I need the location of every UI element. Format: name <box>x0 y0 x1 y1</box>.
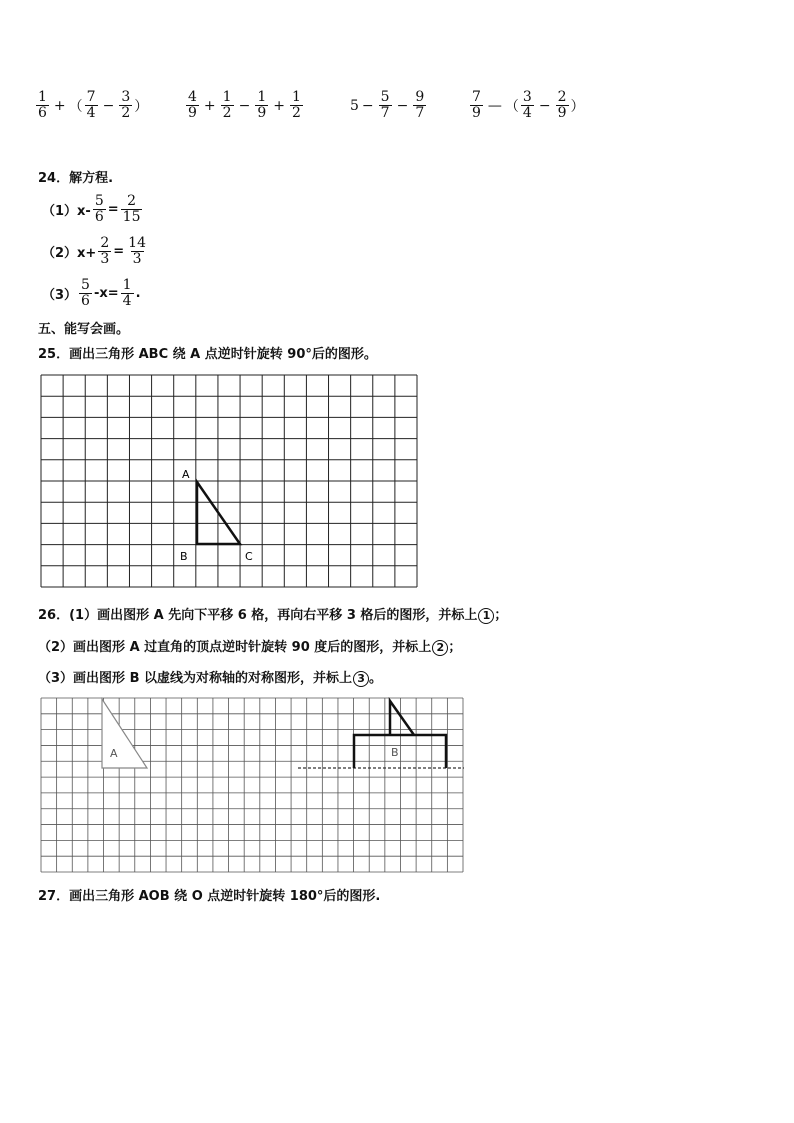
question-26-part-3: （3）画出图形 B 以虚线为对称轴的对称图形，并标上 3 。 <box>38 671 383 686</box>
fraction: $\frac{5}{6}$ <box>94 193 104 225</box>
fraction: $\frac{7}{9}$ <box>472 89 481 121</box>
triangle-abc <box>197 482 240 544</box>
figure-a-triangle <box>102 699 147 768</box>
question-27-title: 27．画出三角形 AOB 绕 O 点逆时针旋转 180°后的图形. <box>38 889 381 904</box>
grid-lines <box>41 375 417 587</box>
fraction: $\frac{2}{3}$ <box>100 235 110 267</box>
fraction: $\frac{14}{3}$ <box>128 235 146 267</box>
operator: − <box>238 97 251 114</box>
vertex-label-c: C <box>245 550 253 563</box>
question-26-part-1: 26．(1）画出图形 A 先向下平移 6 格，再向右平移 3 格后的图形，并标上 1 ； <box>38 608 508 623</box>
fraction: $\frac{1}{2}$ <box>291 89 301 121</box>
circled-number-icon: 2 <box>432 640 448 656</box>
operator: — <box>487 97 502 114</box>
number: 5 <box>350 97 359 114</box>
fraction: $\frac{1}{4}$ <box>122 277 132 309</box>
vertex-label-a: A <box>182 468 190 481</box>
fraction: $\frac{3}{4}$ <box>522 89 532 121</box>
grid-q26 <box>40 697 466 873</box>
fraction: $\frac{7}{4}$ <box>86 89 96 121</box>
question-25-title: 25．画出三角形 ABC 绕 A 点逆时针旋转 90°后的图形。 <box>38 347 377 362</box>
figure-b-base <box>354 735 446 768</box>
expression-1 <box>34 90 148 121</box>
fraction: $\frac{1}{9}$ <box>257 89 267 121</box>
fraction: $\frac{1}{6}$ <box>38 89 47 121</box>
section-5-heading: 五、能写会画。 <box>38 322 130 337</box>
paren-right: ） <box>570 98 585 115</box>
operator: − <box>396 97 409 114</box>
fraction: $\frac{3}{2}$ <box>121 89 131 121</box>
equation-2: （2）x+ $\frac{2}{3}$ = $\frac{14}{3}$ <box>42 235 146 267</box>
circled-number-icon: 1 <box>478 608 494 624</box>
operator: + <box>203 97 216 114</box>
fraction: $\frac{2}{9}$ <box>557 89 567 121</box>
operator: − <box>361 97 374 114</box>
fraction: $\frac{1}{2}$ <box>222 89 232 121</box>
fraction: $\frac{2}{15}$ <box>122 193 141 225</box>
fraction: $\frac{4}{9}$ <box>188 89 197 121</box>
expression-4 <box>468 90 585 121</box>
question-26-part-2: （2）画出图形 A 过直角的顶点逆时针旋转 90 度后的图形，并标上 2 ； <box>38 640 462 655</box>
figure-b-label: B <box>391 746 399 759</box>
expression-2 <box>184 90 305 121</box>
circled-number-icon: 3 <box>353 671 369 687</box>
question-24-title: 24．解方程. <box>38 171 114 186</box>
paren-right: ） <box>134 98 149 115</box>
figure-a-label: A <box>110 747 118 760</box>
operator: + <box>53 97 66 114</box>
operator: − <box>538 97 551 114</box>
equation-1: （1）x- $\frac{5}{6}$ = $\frac{2}{15}$ <box>42 193 141 225</box>
paren-left: （ <box>68 98 83 115</box>
expression-3 <box>350 90 428 121</box>
paren-left: （ <box>504 98 519 115</box>
vertex-label-b: B <box>180 550 188 563</box>
operator: − <box>102 97 115 114</box>
operator: + <box>273 97 285 114</box>
grid-q25 <box>40 374 420 590</box>
equation-3: （3） $\frac{5}{6}$ -x= $\frac{1}{4}$ . <box>42 277 141 309</box>
fraction: $\frac{5}{7}$ <box>380 89 390 121</box>
fraction: $\frac{5}{6}$ <box>81 277 90 309</box>
fraction: $\frac{9}{7}$ <box>415 89 425 121</box>
